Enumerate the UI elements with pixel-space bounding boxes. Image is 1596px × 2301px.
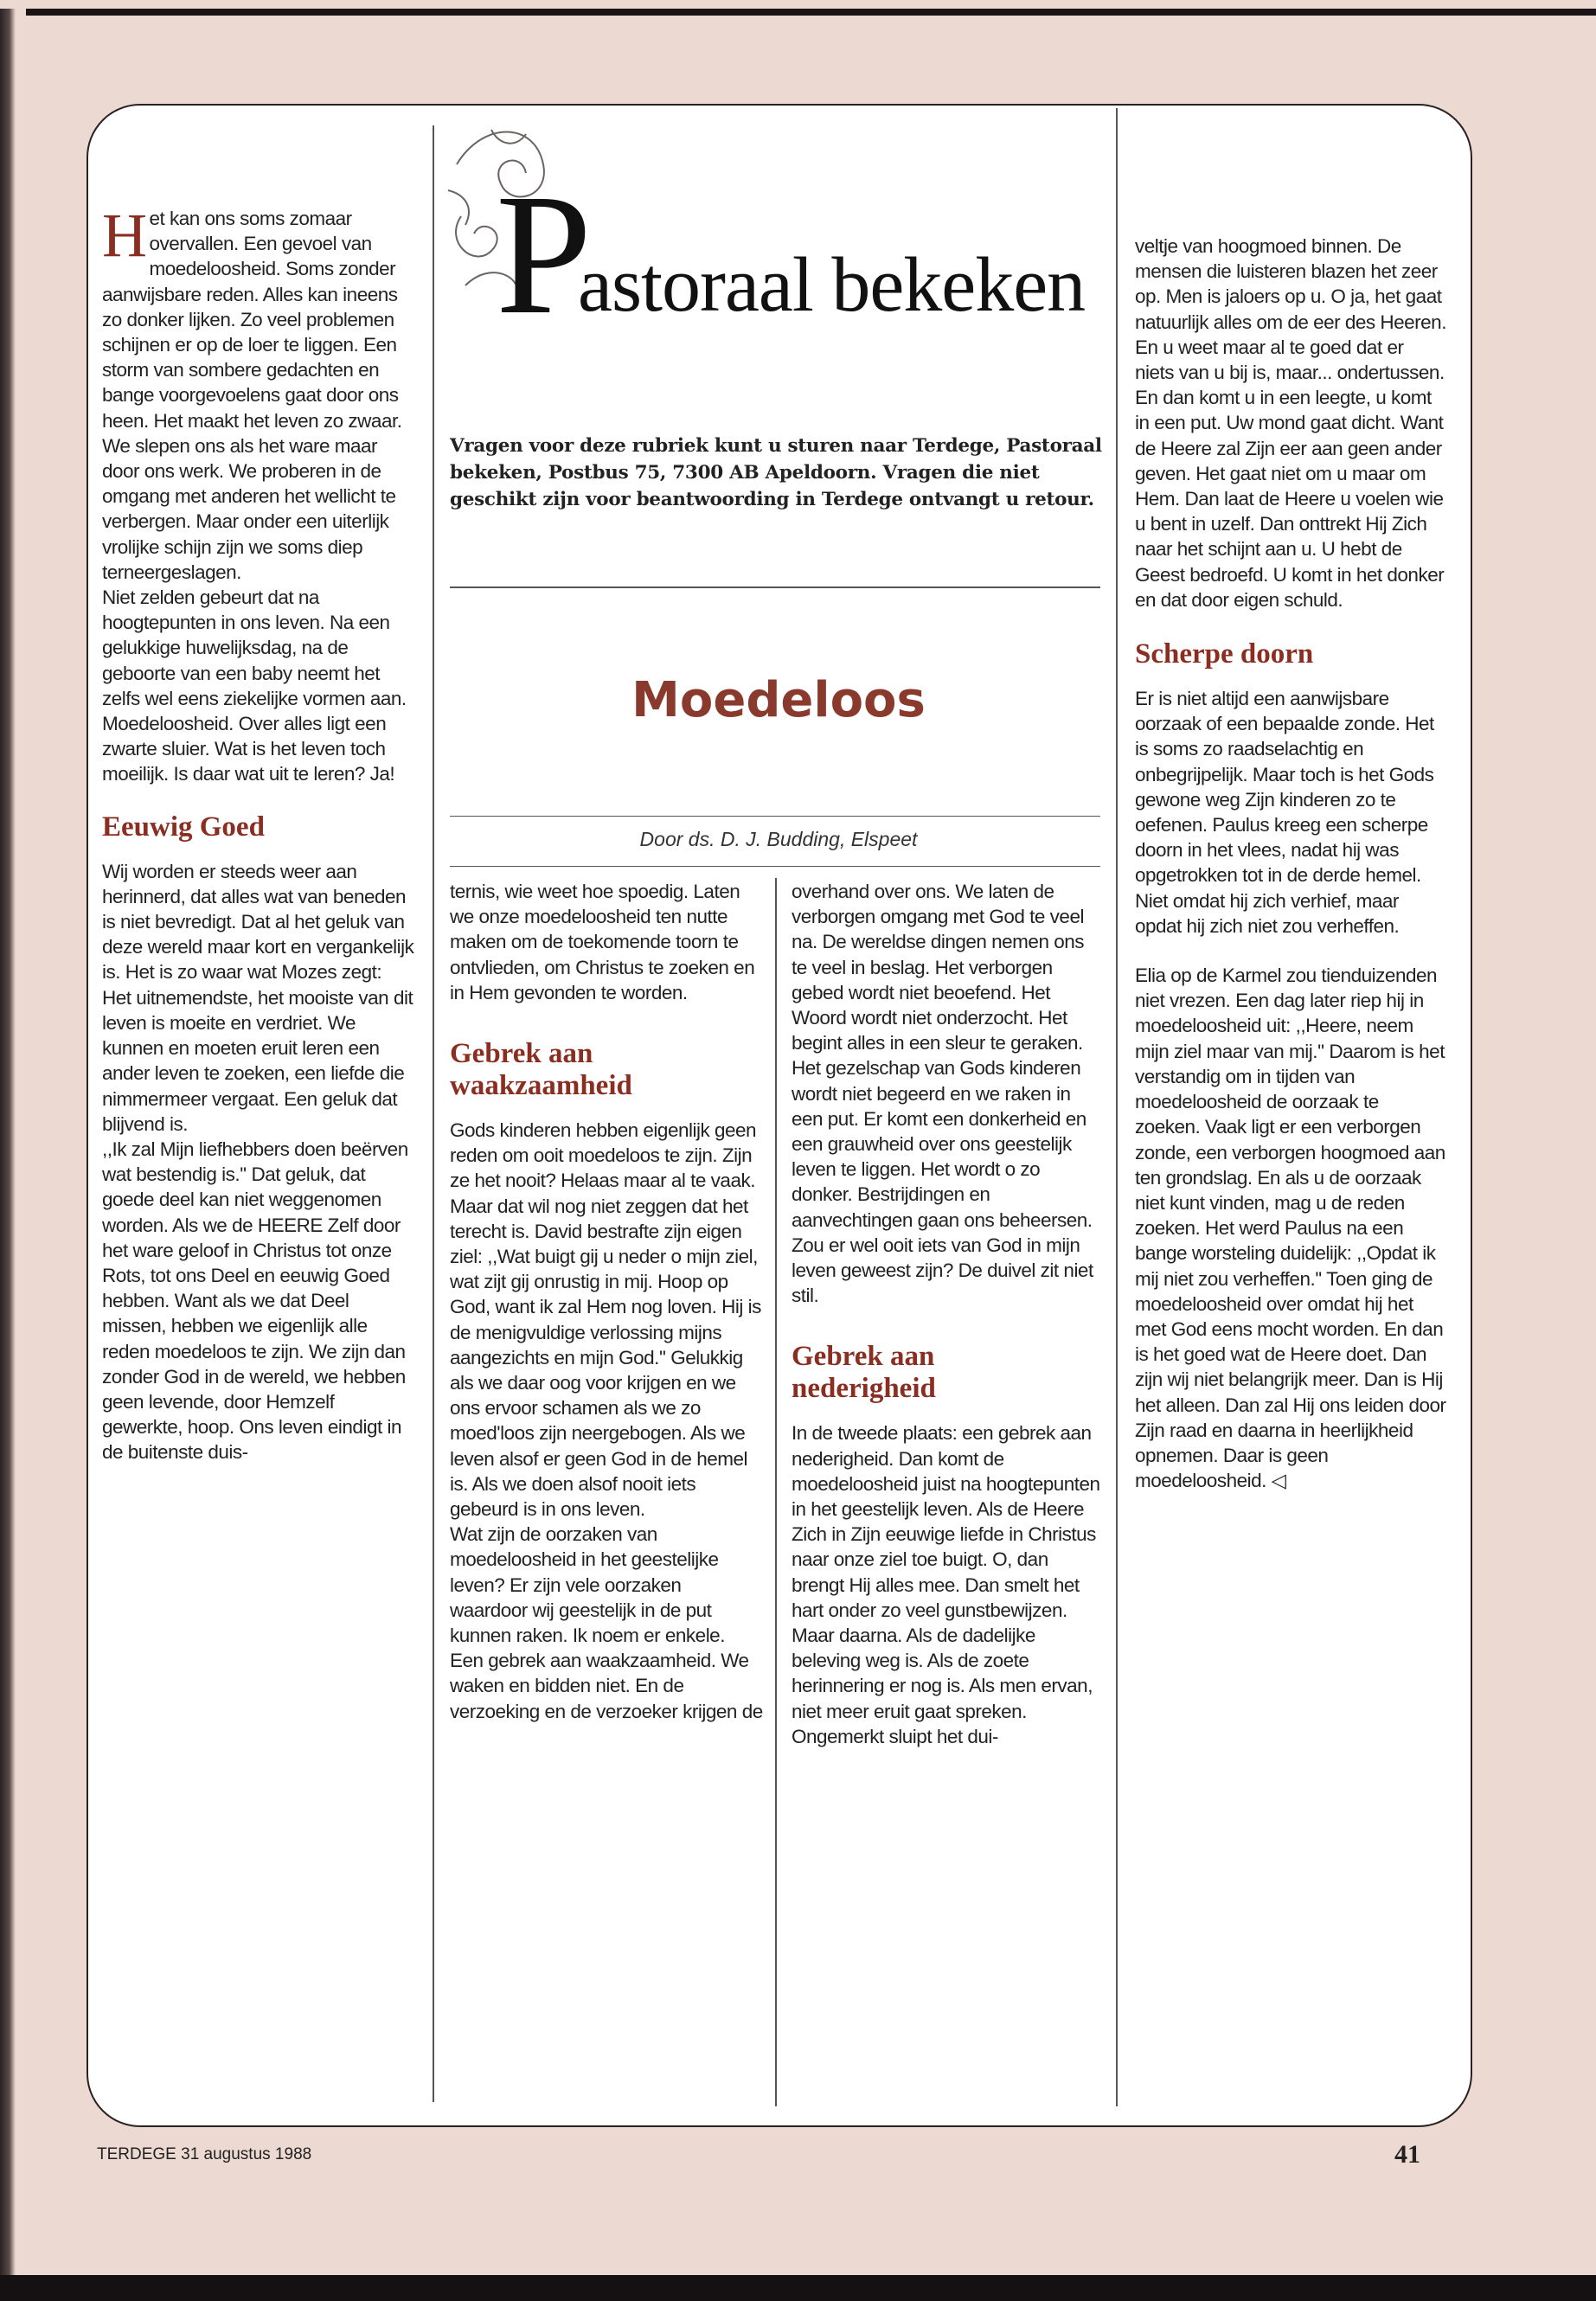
paragraph: ternis, wie weet hoe spoedig. Laten we onze moedeloosheid ten nutte maken om de toekomende toorn te ontvlieden, om Christus te zoeken en in Hem gevonden te worden.	[450, 881, 755, 1003]
masthead	[439, 159, 1123, 350]
article-title: Moedeloos	[631, 672, 926, 728]
column-2	[450, 879, 763, 1724]
column-rule	[775, 878, 777, 2106]
paragraph: Wij worden er steeds weer aan herinnerd, dat alles wat van beneden is niet bevredigt. Dat al het geluk van deze wereld maar kort en vergankelijk is. Het is zo waar wat Mozes zegt: Het uitnemendste, het mooiste van dit leven is moeite en verdriet. We kunnen en moeten eruit leren een ander leven te zoeken, een liefde die nimmermeer vergaat. Een geluk dat blijvend is.	[102, 860, 414, 1135]
paragraph: Niet zelden gebeurt dat na hoogtepunten in ons leven. Na een gelukkige huwelijksdag, na de geboorte van een baby neemt het zelfs wel eens ziekelijke vormen aan. Moedeloosheid. Over alles ligt een zwarte sluier. Wat is het leven toch moeilijk. Is daar wat uit te leren? Ja!	[102, 586, 407, 785]
divider	[450, 816, 1100, 817]
paragraph-text: Elia op de Karmel zou tienduizenden niet vrezen. Een dag later riep hij in moedeloosheid uit: ,,Heere, neem mijn ziel maar van mij.'' Daarom is het verstandig om in tijden van moedeloosheid de oorzaak te zoeken. Vaak ligt er een verborgen zonde, een verborgen hoogmoed aan ten grondslag. En als u de oorzaak niet kunt vinden, mag u de reden zoeken. Het werd Paulus na een bange worsteling duidelijk: ,,Opdat ik mij niet zou verheffen.'' Toen ging de moedeloosheid over omdat hij het met God eens mocht worden. En dan is het goed wat de Heere doet. Dan zijn wij niet belangrijk meer. Dan is Hij het alleen. Dan zal Hij ons leiden door Zijn raad en daarna in heerlijkheid opnemen. Daar is geen moedeloosheid.	[1135, 965, 1446, 1492]
paragraph	[1135, 963, 1446, 1493]
column-1	[102, 201, 415, 1465]
drop-cap: H	[102, 201, 147, 270]
column-rule	[1116, 108, 1118, 2106]
end-mark-icon: ◁	[1271, 1470, 1286, 1492]
scan-bottom-edge	[0, 2275, 1596, 2301]
paragraph: veltje van hoogmoed binnen. De mensen die luisteren blazen het zeer op. Men is jaloers op u. O ja, het gaat natuurlijk alles om de eer des Heeren. En u weet maar al te goed dat er niets van u bij is, maar... ondertussen. En dan komt u in een leegte, u komt in een put. Uw mond gaat dicht. Want de Heere zal Zijn eer aan geen ander geven. Het gaat niet om u maar om Hem. Dan laat de Heere u voelen wie u bent in uzelf. Dan onttrekt Hij Zich naar het schijnt aan u. U hebt de Geest bedroefd. U komt in het donker en dat door eigen schuld.	[1135, 235, 1446, 611]
scan-left-edge	[0, 9, 16, 2275]
paragraph: Wat zijn de oorzaken van moedeloosheid in het geestelijke leven? Er zijn vele oorzaken waardoor wij geestelijk in de put kunnen raken. Ik noem er enkele. Een gebrek aan waakzaamheid. We waken en bidden niet. En de verzoeking en de verzoeker krijgen de	[450, 1523, 763, 1722]
byline: Door ds. D. J. Budding, Elspeet	[639, 828, 918, 850]
page-number: 41	[1394, 2140, 1420, 2169]
submission-info: Vragen voor deze rubriek kunt u sturen naar Terdege, Pastoraal bekeken, Postbus 75, 7300 AB Apeldoorn. Vragen die niet geschikt zijn voor beantwoording in Terdege ontvangt u retour.	[450, 435, 1102, 510]
divider	[450, 866, 1100, 867]
section-heading: Gebrek aan nederigheid	[792, 1341, 936, 1405]
section-heading: Eeuwig Goed	[102, 811, 265, 843]
paragraph: et kan ons soms zomaar overvallen. Een gevoel van moedeloosheid. Soms zonder aanwijsbare reden. Alles kan ineens zo donker lijken. Zo veel problemen schijnen er op de loer te liggen. Een storm van sombere gedachten en bange voorgevoelens gaat door ons heen. Het maakt het leven zo zwaar. We slepen ons als het ware maar door ons werk. We proberen in de omgang met anderen het wellicht te verbergen. Maar onder een uiterlijk vrolijke schijn zijn we soms diep terneergeslagen.	[102, 208, 402, 583]
column-rule	[433, 125, 434, 2102]
masthead-title: astoraal bekeken	[578, 242, 1086, 328]
column-3	[792, 879, 1103, 1749]
paragraph: Ongemerkt sluipt het dui-	[792, 1725, 998, 1747]
publication-date: TERDEGE 31 augustus 1988	[97, 2145, 312, 2163]
section-heading: Gebrek aan waakzaamheid	[450, 1038, 632, 1102]
paragraph: ,,Ik zal Mijn liefhebbers doen beërven wat bestendig is.'' Dat geluk, dat goede deel kan niet weggenomen worden. Als we de HEERE Zelf door het ware geloof in Christus tot onze Rots, tot ons Deel en eeuwig Goed hebben. Want als we dat Deel missen, hebben we eigenlijk alle reden moedeloos te zijn. We zijn dan zonder God in de wereld, we hebben geen levende, door Hemzelf gewerkte, hoop. Ons leven eindigt in de buitenste duis-	[102, 1138, 408, 1464]
divider	[450, 586, 1100, 588]
scan-top-edge	[26, 9, 1596, 16]
paragraph: In de tweede plaats: een gebrek aan nederigheid. Dan komt de moedeloosheid juist na hoogtepunten in het geestelijk leven. Als de Heere Zich in Zijn eeuwige liefde in Christus naar onze ziel toe buigt. O, dan brengt Hij alles mee. Dan smelt het hart onder zo veel gunstbewijzen. Maar daarna. Als de dadelijke beleving weg is. Als de zoete herinnering er nog is. Als men ervan, niet meer eruit gaat spreken.	[792, 1422, 1100, 1722]
section-heading: Scherpe doorn	[1135, 638, 1314, 670]
masthead-initial: P	[496, 159, 593, 350]
paragraph: Gods kinderen hebben eigenlijk geen reden om ooit moedeloos te zijn. Zijn ze het nooit? Helaas maar al te vaak. Maar dat wil nog niet zeggen dat het terecht is. David bestrafte zijn eigen ziel: ,,Wat buigt gij u neder o mijn ziel, wat zijt gij onrustig in mij. Hoop op God, want ik zal Hem nog loven. Hij is de menigvuldige verlossing mijns aangezichts en mijn God.'' Gelukkig als we daar oog voor krijgen en we ons ervoor schamen als we zo moed'loos zijn neergebogen. Als we leven alsof er geen God in de hemel is. Als we doen alsof nooit iets gebeurd is in ons leven.	[450, 1119, 761, 1521]
paragraph: Er is niet altijd een aanwijsbare oorzaak of een bepaalde zonde. Het is soms zo raadselachtig en onbegrijpelijk. Maar toch is het Gods gewone weg Zijn kinderen zo te oefenen. Paulus kreeg een scherpe doorn in het vlees, nadat hij was opgetrokken tot in de derde hemel. Niet omdat hij zich verhief, maar opdat hij zich niet zou verheffen.	[1135, 688, 1434, 937]
column-4	[1135, 234, 1446, 1493]
paragraph: overhand over ons. We laten de verborgen omgang met God te veel na. De wereldse dingen nemen ons te veel in beslag. Het verborgen gebed wordt niet beoefend. Het Woord wordt niet onderzocht. Het begint alles in een sleur te geraken. Het gezelschap van Gods kinderen wordt niet begeerd en we raken in een put. Er komt een donkerheid en een grauwheid over ons geestelijk leven te liggen. Het wordt o zo donker. Bestrijdingen en aanvechtingen gaan ons beheersen. Zou er wel ooit iets van God in mijn leven geweest zijn? De duivel zit niet stil.	[792, 881, 1093, 1307]
